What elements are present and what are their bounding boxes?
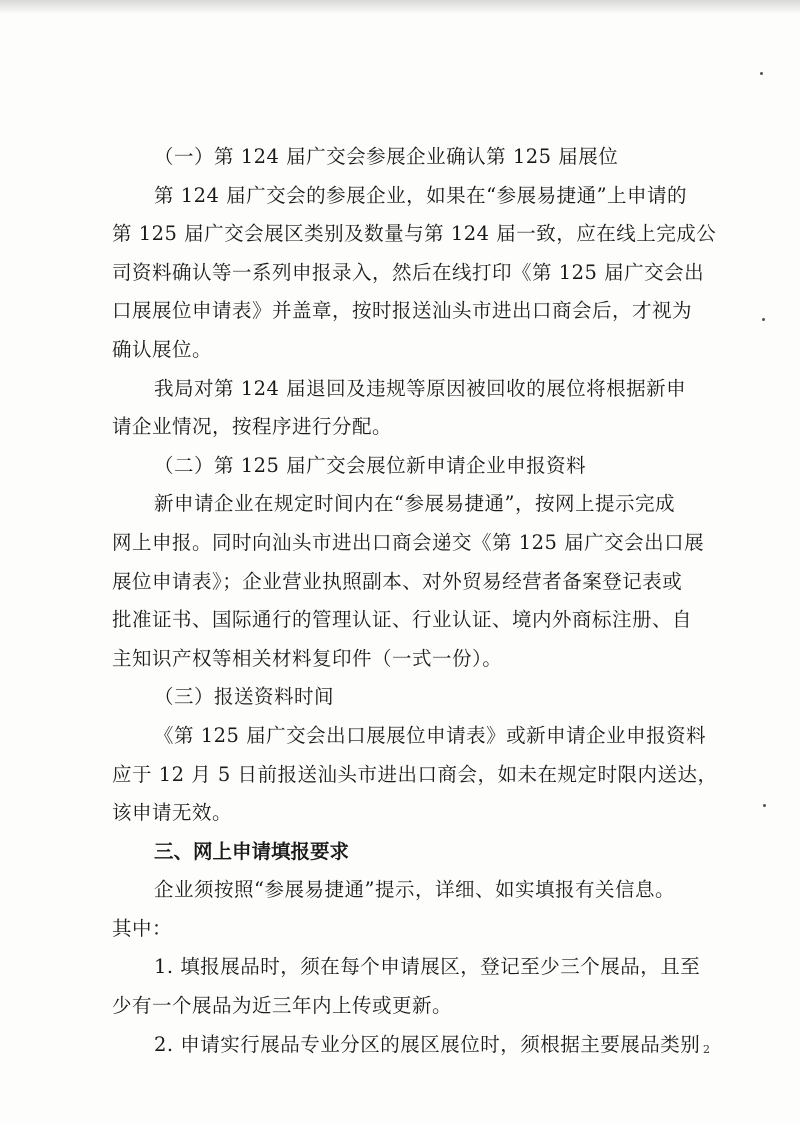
section-heading-3: （三）报送资料时间 (154, 685, 335, 709)
paragraph-line: 展位申请表》；企业营业执照副本、对外贸易经营者备案登记表或 (112, 569, 683, 593)
scan-edge-shadow (0, 0, 800, 14)
section-heading-1: （一）第 124 届广交会参展企业确认第 125 届展位 (154, 145, 619, 168)
scan-speck (762, 318, 765, 321)
paragraph-line: 其中： (112, 916, 173, 940)
paragraph-line: 批准证书、国际通行的管理认证、行业认证、境内外商标注册、自 (112, 608, 693, 632)
paragraph-line: 口展展位申请表》并盖章，按时报送汕头市进出口商会后，才视为 (112, 299, 693, 323)
paragraph-line: 司资料确认等一系列申报录入，然后在线打印《第 125 届广交会出 (112, 260, 705, 284)
paragraph-line: 我局对第 124 届退回及违规等原因被回收的展位将根据新申 (154, 376, 687, 400)
paragraph-line: 1. 填报展品时，须在每个申请展区，登记至少三个展品，且至 (154, 955, 701, 979)
paragraph-line: 少有一个展品为近三年内上传或更新。 (112, 994, 453, 1018)
scan-speck (763, 804, 766, 807)
paragraph-line: 《第 125 届广交会出口展展位申请表》或新申请企业申报资料 (154, 723, 707, 747)
paragraph-line: 第 125 届广交会展区类别及数量与第 124 届一致，应在线上完成公 (112, 222, 717, 246)
paragraph-line: 该申请无效。 (112, 801, 233, 825)
paragraph-line: 第 124 届广交会的参展企业，如果在“参展易捷通”上申请的 (154, 183, 688, 207)
paragraph-line: 新申请企业在规定时间内在“参展易捷通”，按网上提示完成 (154, 492, 675, 516)
paragraph-line: 企业须按照“参展易捷通”提示，详细、如实填报有关信息。 (154, 878, 675, 902)
paragraph-line: 主知识产权等相关材料复印件（一式一份）。 (112, 646, 503, 670)
paragraph-line: 应于 12 月 5 日前报送汕头市进出口商会，如未在规定时限内送达， (112, 762, 718, 786)
page-number: 2 (703, 1043, 710, 1056)
major-heading: 三、网上申请填报要求 (154, 839, 350, 863)
section-heading-2: （二）第 125 届广交会展位新申请企业申报资料 (154, 453, 587, 477)
scan-speck (760, 72, 763, 75)
paragraph-line: 请企业情况，按程序进行分配。 (112, 415, 393, 439)
document-body (112, 138, 718, 1064)
paragraph-line: 2. 申请实行展品专业分区的展区展位时，须根据主要展品类别 (154, 1032, 701, 1056)
paragraph-line: 网上申报。同时向汕头市进出口商会递交《第 125 届广交会出口展 (112, 530, 705, 554)
paragraph-line: 确认展位。 (112, 337, 213, 361)
